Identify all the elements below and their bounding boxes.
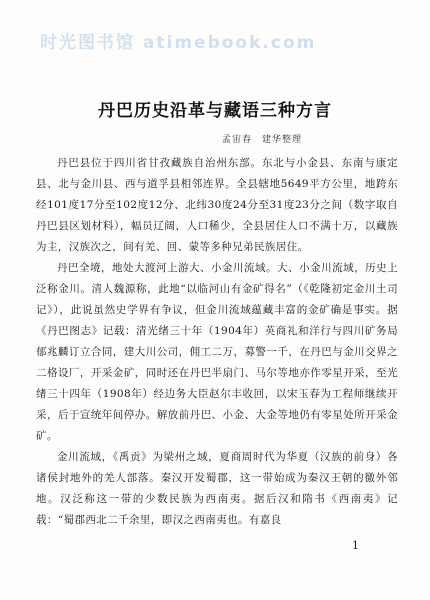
- author-line: 孟宙春 建华整理: [222, 135, 303, 145]
- paragraph-2: 丹巴全境，地处大渡河上游大、小金川流域。大、小金川流域，历史上泛称金川。清人魏源称，此地“以临河山有金矿得名”（《乾隆初定金川土司记》），此说虽然史学界有争议，但金川流域蕴藏丰富的金矿确是事实。据《丹巴图志》记载：清光绪三十年（1904年）英商礼和洋行与四川矿务局郁兆麟订立合同，建大川公司，佣工二万，募警一千，在丹巴与金川交界之二格设厂，开采金矿，同时还在丹巴半扇门、马尔等地亦作零星开采，至光绪三十四年（1908年）经边务大臣赵尔丰收回，以宋玉春为工程师继续开采，后于宣统年间停办。解放前丹巴、小金、大金等地仍有零星处所开采金矿。: [36, 262, 398, 442]
- watermark: 时光图书馆 atimebook.com: [40, 33, 317, 53]
- paragraph-3: 金川流域，《禹贡》为梁州之域，夏商周时代为华夏（汉族的前身）各诸侯封地外的羌人部落。秦汉开发蜀郡，这一带始成为秦汉王朝的徼外邻地。汉泛称这一带的少数民族为西南夷。据后汉和隋书《西南夷》记载：“蜀郡西北二千余里，即汉之西南夷也。有嘉良: [36, 451, 398, 526]
- paragraph-1: 丹巴县位于四川省甘孜藏族自治州东部。东北与小金县、东南与康定县、北与金川县、西与道孚县相邻连界。全县辖地5649平方公里，地跨东经101度17分至102度12分、北纬30度24分至31度23分之间（数字取自丹巴县区划材料），幅员辽阔，人口稀少，全县居住人口不满十万，以藏族为主，汉族次之，间有羌、回、蒙等多种兄弟民族居住。: [36, 157, 398, 253]
- page-title: 丹巴历史沿革与藏语三种方言: [98, 101, 332, 121]
- document-body: [36, 153, 398, 531]
- page-number: 1: [352, 539, 359, 552]
